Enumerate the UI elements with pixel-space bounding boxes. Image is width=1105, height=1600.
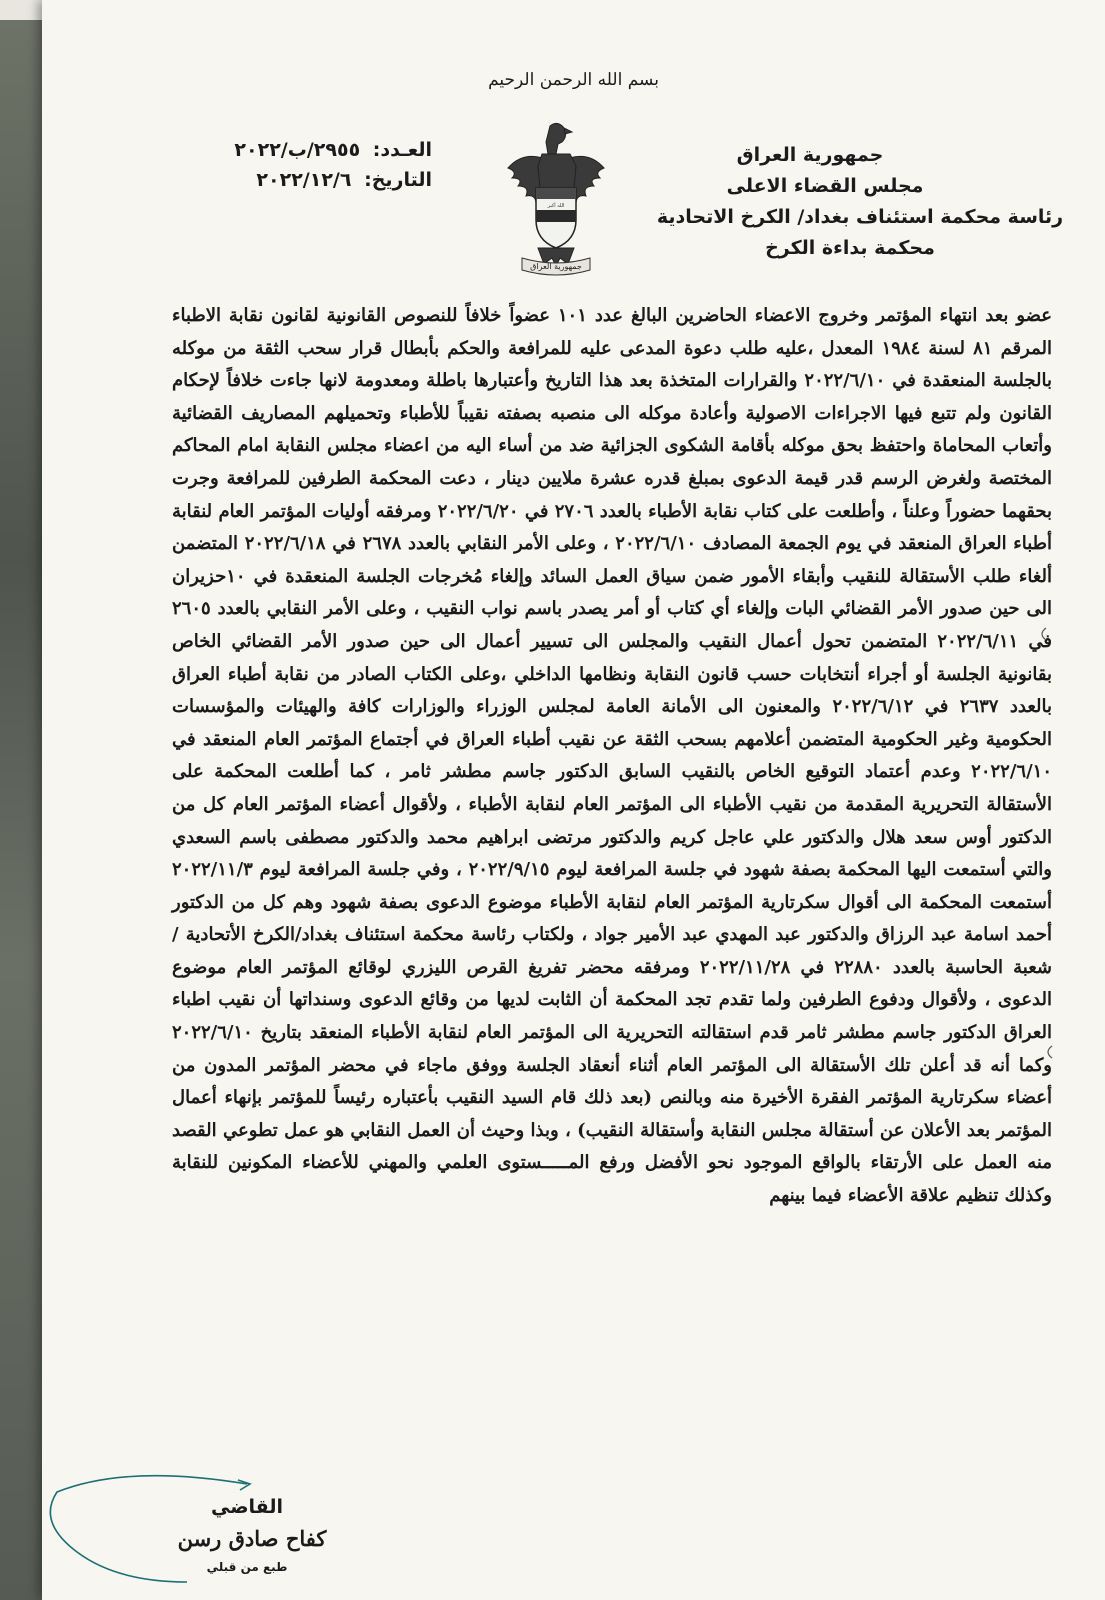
judge-title: القاضي <box>210 1496 284 1518</box>
reference-date-label: التاريخ: <box>364 169 432 191</box>
bismillah-heading: بسم الله الرحمن الرحيم <box>488 70 659 90</box>
iraq-eagle-emblem-icon <box>502 118 610 283</box>
header-court: محكمة بداءة الكرخ <box>765 237 935 259</box>
reference-number-label: العـدد: <box>372 139 432 161</box>
judgment-body-text: عضو بعد انتهاء المؤتمر وخروج الاعضاء الحاضرين البالغ عدد ١٠١ عضواً خلافاً للنصوص القانونية لقانون نقابة الاطباء المرقم ٨١ لسنة ١٩٨٤ المعدل ،عليه طلب دعوة المدعى عليه للمرافعة والحكم بأبطال قرار سحب الثقة من موكله بالجلسة المنعقدة في ٢٠٢٢/٦/١٠ والقرارات المتخذة بعد هذا التاريخ وأعتبارها باطلة ومعدومة لانها جاءت خلافاً لإحكام القانون ولم تتبع فيها الاجراءات الاصولية وأعادة موكله الى منصبه بصفته نقيباً للأطباء وتحميلهم المصاريف القضائية وأتعاب المحاماة واحتفظ بحق موكله بأقامة الشكوى الجزائية ضد من أساء اليه من اعضاء مجلس النقابة امام المحاكم المختصة ولغرض الرسم قدر قيمة الدعوى بمبلغ قدره عشرة ملايين دينار ، دعت المحكمة الطرفين للمرافعة وجرت بحقهما حضوراً وعلناً ، وأطلعت على كتاب نقابة الأطباء بالعدد ٢٧٠٦ في ٢٠٢٢/٦/٢٠ ومرفقه أوليات المؤتمر العام لنقابة أطباء العراق المنعقد في يوم الجمعة المصادف ٢٠٢٢/٦/١٠ ، وعلى الأمر النقابي بالعدد ٢٦٧٨ في ٢٠٢٢/٦/١٨ المتضمن ألغاء طلب الأستقالة للنقيب وأبقاء الأمور ضمن سياق العمل السائد وإلغاء مُخرجات الجلسة المنعقدة في ١٠حزيران الى حين صدور الأمر القضائي البات وإلغاء أي كتاب أو أمر يصدر باسم نواب النقيب ، وعلى الأمر النقابي بالعدد ٢٦٠٥ في ٢٠٢٢/٦/١١ المتضمن تحول أعمال النقيب والمجلس الى تسيير أعمال الى حين صدور الأمر القضائي الخاص بقانونية الجلسة أو أجراء أنتخابات حسب قانون النقابة ونظامها الداخلي ،وعلى الكتاب الصادر من نقابة أطباء العراق بالعدد ٢٦٣٧ في ٢٠٢٢/٦/١٢ والمعنون الى الأمانة العامة لمجلس الوزراء والوزارات كافة والهيئات والمؤسسات الحكومية وغير الحكومية المتضمن أعلامهم بسحب الثقة عن نقيب أطباء العراق في أجتماع المؤتمر العام المنعقد في ٢٠٢٢/٦/١٠ وعدم أعتماد التوقيع الخاص بالنقيب السابق الدكتور جاسم مطشر ثامر ، كما أطلعت المحكمة على الأستقالة التحريرية المقدمة من نقيب الأطباء الى المؤتمر العام لنقابة الأطباء ، ولأقوال أعضاء المؤتمر العام كل من الدكتور أوس سعد هلال والدكتور علي عاجل كريم والدكتور مرتضى ابراهيم محمد والدكتور مصطفى باسم السعدي والتي أستمعت اليها المحكمة بصفة شهود في جلسة المرافعة ليوم ٢٠٢٢/٩/١٥ ، وفي جلسة المرافعة ليوم ٢٠٢٢/١١/٣ أستمعت المحكمة الى أقوال سكرتارية المؤتمر العام لنقابة الأطباء موضوع الدعوى بصفة شهود وهم كل من الدكتور أحمد اسامة عبد الرزاق والدكتور عبد المهدي عبد الأمير جواد ، ولكتاب رئاسة محكمة استئناف بغداد/الكرخ الأتحادية / شعبة الحاسبة بالعدد ٢٢٨٨٠ في ٢٠٢٢/١١/٢٨ ومرفقه محضر تفريغ القرص الليزري لوقائع المؤتمر العام موضوع الدعوى ، ولأقوال ودفوع الطرفين ولما تقدم تجد المحكمة أن الثابت لديها من وقائع الدعوى وسنداتها أن نقيب اطباء العراق الدكتور جاسم مطشر ثامر قدم استقالته التحريرية الى المؤتمر العام لنقابة الأطباء المنعقد بتاريخ ٢٠٢٢/٦/١٠ وكما أنه قد أعلن تلك الأستقالة الى المؤتمر العام أثناء أنعقاد الجلسة ووفق ماجاء في محضر المؤتمر المدون من أعضاء سكرتارية المؤتمر الفقرة الأخيرة منه وبالنص (بعد ذلك قام السيد النقيب بأعتباره رئيساً للمؤتمر بإنهاء أعمال المؤتمر بعد الأعلان عن أستقالة مجلس النقابة وأستقالة النقيب) ، وبذا وحيث أن العمل النقابي هو عمل تطوعي القصد منه العمل على الأرتقاء بالواقع الموجود نحو الأفضل ورفع المـــــستوى العلمي والمهني للأعضاء المكونين للنقابة وكذلك تنظيم علاقة الأعضاء فيما بينهم <box>172 305 1053 1207</box>
emblem-caption: جمهورية العراق <box>530 262 582 271</box>
margin-bracket-mark <box>1040 1044 1056 1060</box>
header-presidency: رئاسة محكمة استئناف بغداد/ الكرخ الاتحادية <box>656 206 1064 228</box>
judge-name: كفاح صادق رسن <box>177 1526 327 1551</box>
typed-by-note: طبع من قبلي <box>206 1560 288 1574</box>
signature-block <box>42 1460 402 1590</box>
reference-number-value: ٢٩٥٥/ب/٢٠٢٢ <box>234 139 361 161</box>
header-country: جمهورية العراق <box>736 144 884 166</box>
reference-block <box>172 135 432 195</box>
margin-bracket-mark <box>1034 626 1050 642</box>
reference-number-row <box>172 135 432 165</box>
header-council: مجلس القضاء الاعلى <box>726 175 924 197</box>
document-page <box>42 0 1105 1600</box>
svg-text:الله أكبر: الله أكبر <box>547 203 565 209</box>
court-header <box>645 140 1075 264</box>
reference-date-row <box>172 165 432 195</box>
reference-date-value: ٢٠٢٢/١٢/٦ <box>256 169 352 191</box>
